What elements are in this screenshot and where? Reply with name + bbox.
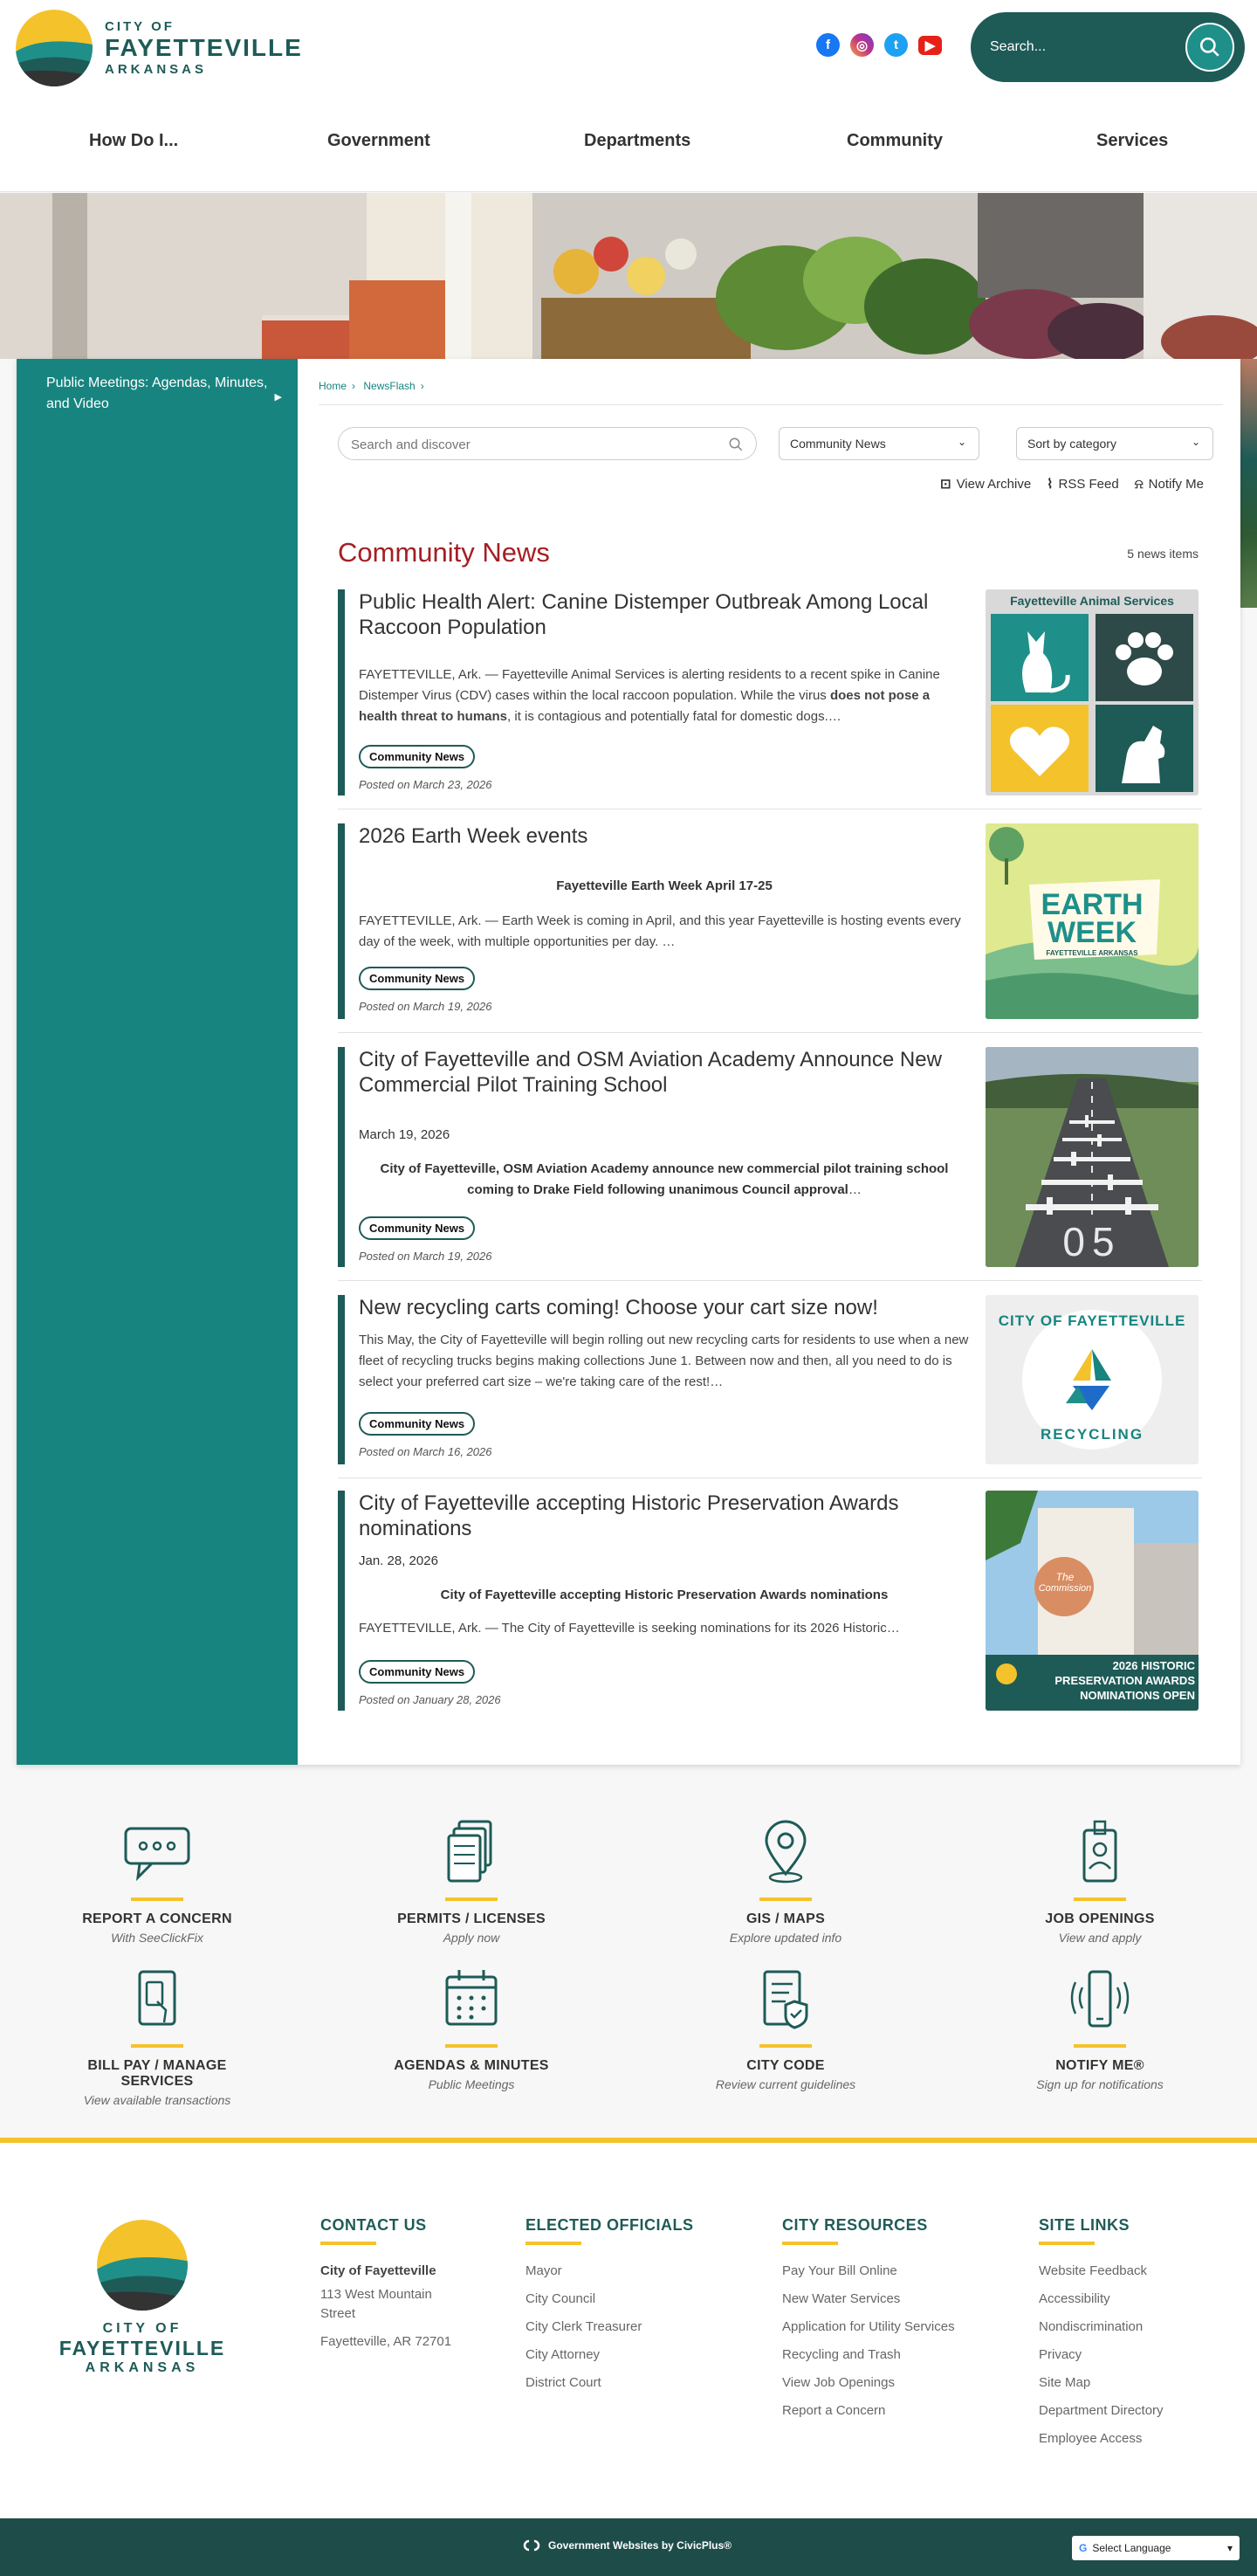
quick-link-notify-me[interactable]	[995, 1966, 1205, 2091]
category-select[interactable]	[779, 427, 979, 460]
sort-select-value: Sort by category	[1027, 437, 1116, 451]
thumb-line1: EARTH	[1041, 888, 1144, 921]
news-body-text: , it is contagious and potentially fatal for domestic dogs.…	[507, 709, 841, 724]
news-item-bar	[338, 589, 345, 796]
youtube-icon[interactable]: ▶	[918, 36, 942, 55]
sidebar	[17, 359, 298, 1765]
logo-line3: ARKANSAS	[105, 62, 208, 77]
quick-link-sub: With SeeClickFix	[111, 1931, 203, 1945]
rss-icon: ⌇	[1047, 477, 1054, 492]
language-select-label: Select Language	[1092, 2542, 1171, 2554]
category-select-value: Community News	[790, 437, 886, 451]
quick-link-report-concern[interactable]	[52, 1820, 262, 1945]
sidebar-item-public-meetings[interactable]	[46, 373, 282, 415]
quick-link-sub: Explore updated info	[729, 1931, 842, 1945]
category-tag[interactable]: Community News	[359, 1216, 475, 1240]
posted-date: Posted on March 19, 2026	[359, 1000, 492, 1013]
footer-link-report[interactable]: Report a Concern	[782, 2403, 886, 2418]
posted-date: Posted on March 19, 2026	[359, 1250, 492, 1263]
underline	[1074, 1898, 1126, 1901]
news-item-bar	[338, 1491, 345, 1711]
chevron-down-icon: ⌄	[957, 436, 966, 448]
news-item	[338, 823, 1202, 1033]
quick-link-label: JOB OPENINGS	[1045, 1911, 1155, 1926]
rss-feed-label: RSS Feed	[1058, 476, 1119, 492]
posted-date: Posted on March 16, 2026	[359, 1445, 492, 1458]
quick-link-label: NOTIFY ME®	[1055, 2058, 1144, 2073]
cat-icon	[991, 614, 1089, 701]
quick-links	[0, 1781, 1257, 2131]
footer-resources	[782, 2216, 992, 2425]
news-actions	[940, 476, 1204, 492]
underline	[131, 2044, 183, 2048]
footer-heading: ELECTED OFFICIALS	[525, 2216, 694, 2234]
news-item	[338, 1295, 1202, 1478]
underline	[445, 1898, 498, 1901]
sidebar-item-label: Public Meetings: Agendas, Minutes, and Video	[46, 375, 268, 411]
search-icon[interactable]	[728, 437, 744, 452]
sign-line1: The	[1055, 1571, 1075, 1583]
quick-link-sub: Apply now	[443, 1931, 500, 1945]
view-archive-label: View Archive	[956, 476, 1032, 492]
site-search-input[interactable]	[990, 31, 1164, 63]
news-headline: Fayetteville Earth Week April 17-25	[556, 878, 773, 893]
footer-heading: SITE LINKS	[1039, 2216, 1130, 2234]
archive-icon: ⊡	[939, 477, 951, 492]
logo-line2: FAYETTEVILLE	[105, 34, 303, 61]
news-title[interactable]: Public Health Alert: Canine Distemper Outbreak Among Local Raccoon Population	[359, 590, 929, 639]
quick-link-label: GIS / MAPS	[745, 1911, 826, 1926]
paw-icon	[1096, 614, 1193, 701]
chevron-down-icon: ▾	[1226, 2542, 1233, 2554]
bell-icon: ⍾	[1134, 476, 1144, 492]
footer-link-recycling[interactable]: Recycling and Trash	[782, 2347, 901, 2362]
thumb-bottom: RECYCLING	[1040, 1426, 1144, 1443]
news-body-text: FAYETTEVILLE, Ark. — Fayetteville Animal Services is alerting residents to a recent spike in Canine Distemper Virus (CDV) cases within the local raccoon population. While the virus	[359, 667, 940, 703]
underline	[320, 2242, 376, 2245]
breadcrumb-separator: ›	[352, 380, 356, 392]
underline	[759, 1898, 812, 1901]
main-nav	[0, 96, 1257, 192]
contact-name: City of Fayetteville	[320, 2263, 436, 2278]
footer-contact	[320, 2216, 469, 2352]
news-body: This May, the City of Fayetteville will begin rolling out new recycling carts for residents to use when a new fleet of recycling trucks begins making collections June 1. Between now and then, all you need to do is select your preferred cart size – we're taking care of the rest!…	[359, 1333, 969, 1389]
quick-link-bill-pay[interactable]	[52, 1966, 262, 2107]
language-select[interactable]	[1072, 2536, 1240, 2560]
quick-link-label: AGENDAS & MINUTES	[394, 2058, 549, 2073]
site-search	[971, 12, 1245, 82]
news-body-bold: does not pose a health threat to humans	[359, 688, 931, 724]
documents-icon	[436, 1820, 506, 1884]
news-item-bar	[338, 823, 345, 1019]
footer-heading: CONTACT US	[320, 2216, 427, 2234]
logo-line1: CITY OF	[105, 19, 175, 34]
quick-link-sub: View available transactions	[83, 2093, 231, 2107]
quick-link-sub: Sign up for notifications	[1036, 2077, 1164, 2091]
news-item-bar	[338, 1047, 345, 1267]
news-item-bar	[338, 1295, 345, 1464]
runway-number: 05	[1062, 1219, 1122, 1264]
instagram-icon[interactable]: ◎	[850, 33, 874, 57]
thumb-banner-line1: 2026 HISTORIC	[1112, 1659, 1195, 1672]
thumb-line2: WEEK	[1048, 916, 1137, 949]
contact-address: 113 West Mountain Street	[320, 2287, 432, 2321]
category-tag[interactable]: Community News	[359, 745, 475, 768]
quick-link-label: REPORT A CONCERN	[82, 1911, 232, 1926]
footer-link-mayor[interactable]: Mayor	[525, 2263, 562, 2278]
nav-how-do-i[interactable]: How Do I...	[89, 131, 179, 150]
breadcrumb	[319, 380, 429, 392]
nav-community[interactable]: Community	[847, 131, 943, 150]
footer-link-privacy[interactable]: Privacy	[1039, 2347, 1082, 2362]
card-payment-icon	[122, 1966, 192, 2031]
footer-logo-line2: FAYETTEVILLE	[58, 2337, 226, 2359]
news-title[interactable]: City of Fayetteville accepting Historic Preservation Awards nominations	[359, 1491, 899, 1540]
code-document-icon	[751, 1966, 821, 2031]
civicplus-link[interactable]	[522, 2539, 732, 2552]
thumb-title: Fayetteville Animal Services	[1010, 594, 1174, 608]
news-thumbnail[interactable]	[986, 1047, 1199, 1267]
hero-image-edge	[1240, 359, 1257, 608]
search-icon	[1199, 36, 1221, 59]
calendar-icon	[436, 1966, 506, 2031]
nav-departments[interactable]: Departments	[584, 131, 691, 150]
news-title[interactable]: New recycling carts coming! Choose your cart size now!	[359, 1296, 878, 1319]
civicplus-icon	[522, 2539, 541, 2552]
footer-link-accessibility[interactable]: Accessibility	[1039, 2291, 1110, 2306]
search-button[interactable]	[1185, 23, 1234, 72]
footer-link-feedback[interactable]: Website Feedback	[1039, 2263, 1147, 2278]
content-card	[17, 359, 1240, 1765]
thumb-top: CITY OF FAYETTEVILLE	[998, 1312, 1186, 1329]
footer-link-nondiscrimination[interactable]: Nondiscrimination	[1039, 2319, 1144, 2334]
arrow-right-icon: ▶	[274, 392, 282, 403]
notify-me-label: Notify Me	[1148, 476, 1204, 492]
news-date: March 19, 2026	[359, 1127, 450, 1142]
news-body: FAYETTEVILLE, Ark. — Earth Week is coming in April, and this year Fayetteville is hosting events every day of the week, with multiple opportunities per day. …	[359, 913, 961, 949]
quick-link-gis-maps[interactable]	[681, 1820, 890, 1945]
footer-link-site-map[interactable]: Site Map	[1039, 2375, 1091, 2390]
map-pin-icon	[751, 1820, 821, 1884]
footer-logo-line1: CITY OF	[102, 2321, 182, 2336]
footer-heading: CITY RESOURCES	[782, 2216, 928, 2234]
news-title[interactable]: City of Fayetteville and OSM Aviation Academy Announce New Commercial Pilot Training School	[359, 1048, 942, 1097]
news-headline-ellipsis: …	[848, 1182, 862, 1197]
news-date: Jan. 28, 2026	[359, 1553, 438, 1568]
category-tag[interactable]: Community News	[359, 967, 475, 990]
dog-icon	[1096, 705, 1193, 792]
news-headline-text: City of Fayetteville, OSM Aviation Academy announce new commercial pilot training school coming to Drake Field following unanimous Council approval	[380, 1161, 949, 1197]
chat-bubble-icon	[122, 1820, 192, 1884]
logo-mark	[16, 10, 93, 86]
underline	[131, 1898, 183, 1901]
footer-link-district-court[interactable]: District Court	[525, 2375, 601, 2390]
sign-line2: Commission	[1038, 1583, 1092, 1594]
site-header	[0, 0, 1257, 96]
news-search	[338, 427, 757, 460]
news-thumbnail[interactable]	[986, 589, 1199, 796]
news-item	[338, 1047, 1202, 1281]
quick-link-sub: Review current guidelines	[715, 2077, 856, 2091]
quick-link-label: BILL PAY / MANAGE SERVICES	[87, 2058, 227, 2089]
footer-link-utility[interactable]: Application for Utility Services	[782, 2319, 955, 2334]
underline	[782, 2242, 838, 2245]
footer-site-links	[1039, 2216, 1231, 2453]
footer-link-water[interactable]: New Water Services	[782, 2291, 901, 2306]
id-badge-icon	[1065, 1820, 1135, 1884]
footer-logo-line3: ARKANSAS	[85, 2360, 200, 2375]
sort-select[interactable]	[1016, 427, 1213, 460]
underline	[759, 2044, 812, 2048]
category-tag[interactable]: Community News	[359, 1412, 475, 1436]
hero-image	[0, 193, 1257, 359]
quick-link-permits[interactable]	[367, 1820, 576, 1945]
divider	[319, 404, 1223, 405]
city-logo[interactable]	[16, 9, 304, 87]
footer-link-jobs[interactable]: View Job Openings	[782, 2375, 895, 2390]
heart-icon	[991, 705, 1089, 792]
thumb-line3: FAYETTEVILLE ARKANSAS	[1046, 949, 1138, 957]
footer-elected	[525, 2216, 718, 2397]
quick-link-city-code[interactable]	[681, 1966, 890, 2091]
news-body	[359, 665, 970, 727]
news-thumbnail[interactable]	[986, 823, 1199, 1019]
news-main	[298, 359, 1240, 1765]
news-title[interactable]: 2026 Earth Week events	[359, 824, 588, 848]
news-item	[338, 589, 1202, 809]
news-thumbnail[interactable]	[986, 1295, 1199, 1464]
news-headline	[359, 1159, 970, 1201]
logo-mark	[97, 2220, 188, 2311]
quick-link-agendas[interactable]	[367, 1966, 576, 2091]
section-title: Community News	[338, 537, 550, 568]
bottom-bar	[0, 2518, 1257, 2576]
news-body: FAYETTEVILLE, Ark. — The City of Fayetteville is seeking nominations for its 2026 Historic…	[359, 1621, 900, 1636]
thumb-banner-line3: NOMINATIONS OPEN	[1080, 1689, 1195, 1702]
footer-logo[interactable]	[51, 2220, 234, 2376]
news-headline: City of Fayetteville accepting Historic Preservation Awards nominations	[440, 1588, 889, 1602]
breadcrumb-home[interactable]: Home	[319, 380, 347, 392]
quick-link-label: PERMITS / LICENSES	[397, 1911, 546, 1926]
notify-me-link[interactable]	[1135, 476, 1204, 492]
quick-link-label: CITY CODE	[746, 2058, 825, 2073]
footer-link-employee[interactable]: Employee Access	[1039, 2431, 1143, 2446]
civicplus-label: Government Websites by CivicPlus®	[548, 2539, 732, 2552]
news-count: 5 news items	[1127, 547, 1199, 561]
posted-date: Posted on March 23, 2026	[359, 778, 492, 791]
quick-link-sub: View and apply	[1058, 1931, 1142, 1945]
quick-link-sub: Public Meetings	[428, 2077, 515, 2091]
underline	[525, 2242, 581, 2245]
rss-feed-link[interactable]	[1047, 476, 1119, 492]
twitter-icon[interactable]: t	[884, 33, 908, 57]
thumb-banner-line2: PRESERVATION AWARDS	[1054, 1674, 1195, 1687]
nav-government[interactable]: Government	[327, 131, 430, 150]
news-item	[338, 1491, 1202, 1711]
footer-link-clerk[interactable]: City Clerk Treasurer	[525, 2319, 642, 2334]
google-g-icon: G	[1079, 2542, 1088, 2554]
nav-services[interactable]: Services	[1096, 131, 1169, 150]
news-search-input[interactable]	[351, 435, 718, 454]
news-thumbnail[interactable]	[986, 1491, 1199, 1711]
footer-link-city-council[interactable]: City Council	[525, 2291, 596, 2306]
phone-notify-icon	[1065, 1966, 1135, 2031]
contact-city: Fayetteville, AR 72701	[320, 2334, 452, 2349]
underline	[445, 2044, 498, 2048]
quick-link-job-openings[interactable]	[995, 1820, 1205, 1945]
breadcrumb-newsflash[interactable]: NewsFlash	[363, 380, 416, 392]
thumb-banner	[1020, 1658, 1195, 1703]
footer-link-attorney[interactable]: City Attorney	[525, 2347, 601, 2362]
facebook-icon[interactable]: f	[816, 33, 840, 57]
category-tag[interactable]: Community News	[359, 1660, 475, 1684]
footer-link-pay-bill[interactable]: Pay Your Bill Online	[782, 2263, 897, 2278]
social-links	[816, 33, 942, 57]
posted-date: Posted on January 28, 2026	[359, 1693, 501, 1706]
site-footer	[0, 2143, 1257, 2518]
underline	[1074, 2044, 1126, 2048]
breadcrumb-separator: ›	[420, 380, 424, 392]
chevron-down-icon: ⌄	[1191, 436, 1200, 448]
footer-link-directory[interactable]: Department Directory	[1039, 2403, 1164, 2418]
underline	[1039, 2242, 1095, 2245]
view-archive-link[interactable]	[940, 476, 1031, 492]
